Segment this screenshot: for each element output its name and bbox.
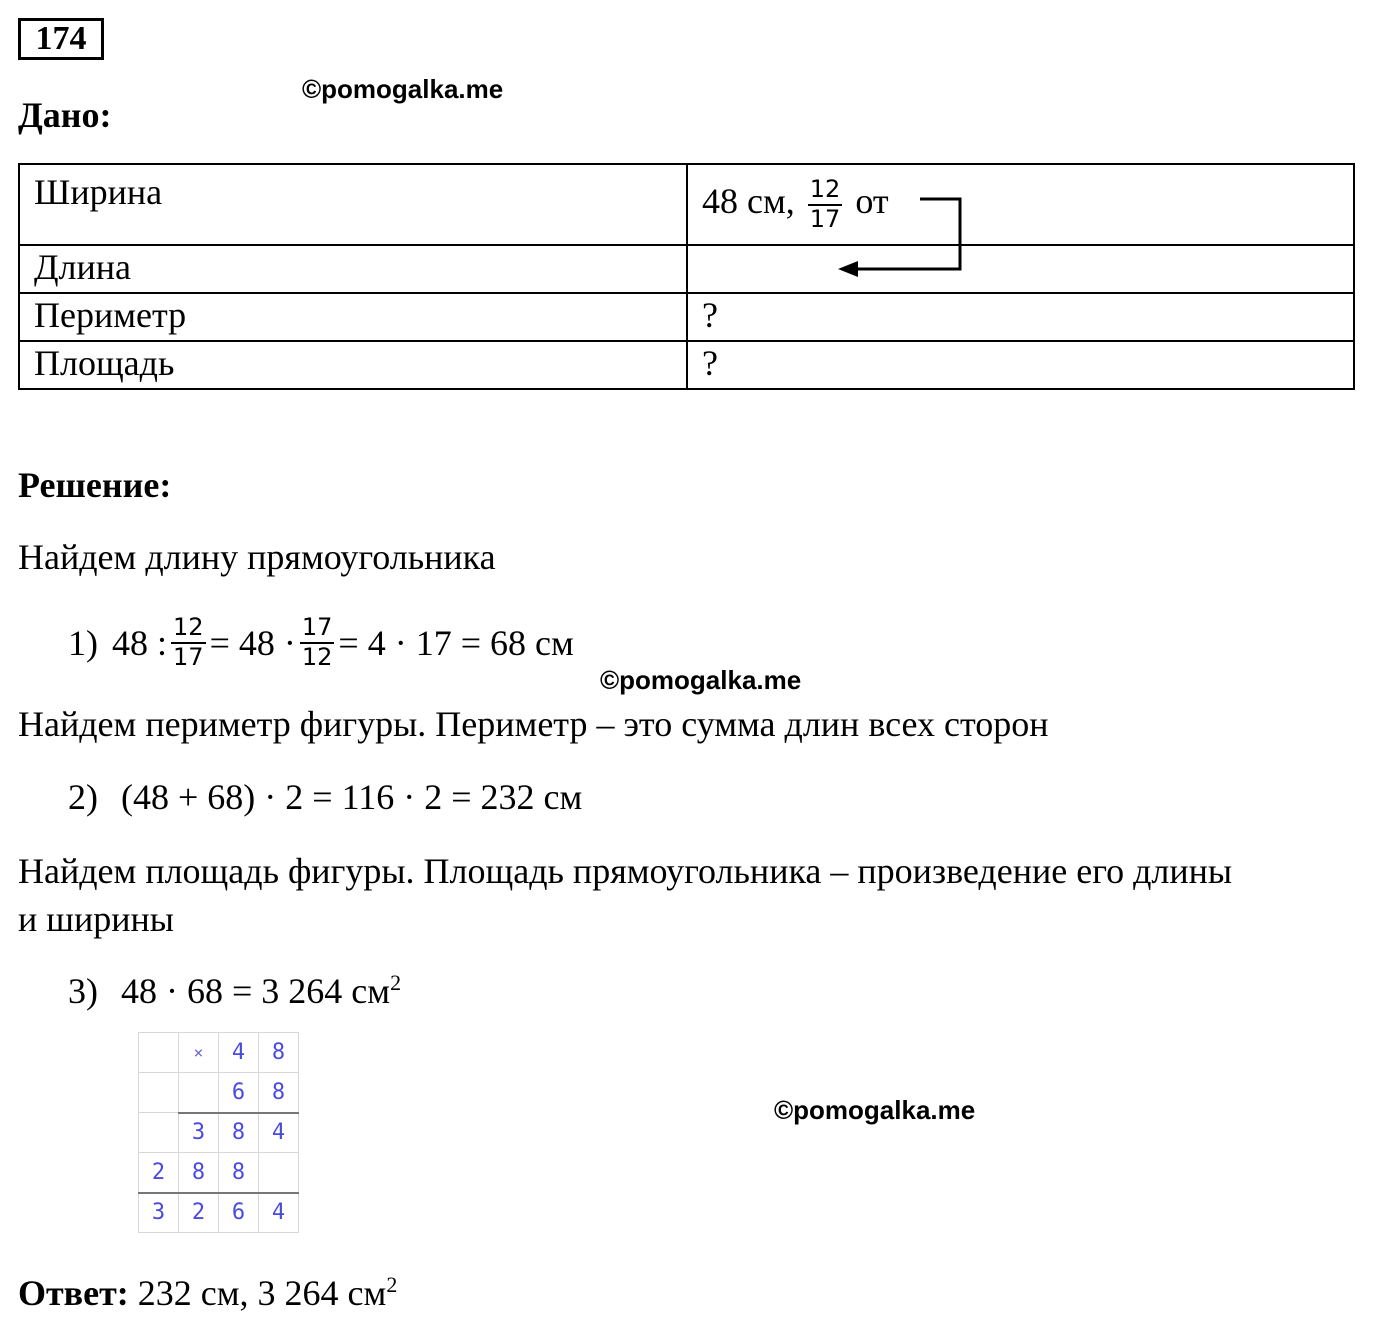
row-label-area: Площадь xyxy=(19,341,687,389)
intro-area-line-1: Найдем площадь фигуры. Площадь прямоугольника – произведение его длины xyxy=(18,851,1233,891)
row-value-perimeter: ? xyxy=(687,293,1354,341)
grid-cell xyxy=(259,1153,299,1193)
row-label-width: Ширина xyxy=(19,164,687,245)
table-row xyxy=(19,293,1354,341)
table-row xyxy=(19,164,1354,245)
grid-cell: 8 xyxy=(179,1153,219,1193)
step-2 xyxy=(68,776,582,818)
grid-cell: 8 xyxy=(259,1073,299,1113)
intro-perimeter: Найдем периметр фигуры. Периметр – это сумма длин всех сторон xyxy=(18,704,1049,744)
watermark-1: ©pomogalka.me xyxy=(302,74,504,104)
relation-arrow xyxy=(830,190,970,285)
row-value-area: ? xyxy=(687,341,1354,389)
step-3-expression: 48 · 68 = 3 264 см xyxy=(121,971,391,1011)
step-1-part-a: 48 : xyxy=(112,623,168,663)
table-row xyxy=(139,1113,299,1153)
answer-text: 232 см, 3 264 см xyxy=(137,1273,387,1313)
answer-label: Ответ: xyxy=(18,1273,129,1313)
grid-cell xyxy=(139,1033,179,1073)
width-value-prefix: 48 см, xyxy=(702,180,795,221)
grid-cell: 6 xyxy=(219,1193,259,1233)
table-row xyxy=(139,1193,299,1233)
solution-heading: Решение: xyxy=(18,465,172,505)
table-row xyxy=(139,1153,299,1193)
grid-cell xyxy=(139,1073,179,1113)
multiply-sign: × xyxy=(179,1033,219,1073)
table-row xyxy=(19,245,1354,293)
intro-length: Найдем длину прямоугольника xyxy=(18,537,496,577)
step-1-part-c: = 4 · 17 = 68 см xyxy=(338,623,574,663)
table-row xyxy=(139,1073,299,1113)
grid-cell: 2 xyxy=(139,1153,179,1193)
fraction-denominator: 12 xyxy=(301,643,333,671)
step-3-exponent: 2 xyxy=(390,970,402,995)
row-value-length xyxy=(687,245,1354,293)
grid-cell xyxy=(139,1113,179,1153)
table-row xyxy=(139,1033,299,1073)
grid-cell: 8 xyxy=(259,1033,299,1073)
row-value-width xyxy=(687,164,1354,245)
grid-cell: 3 xyxy=(179,1113,219,1153)
grid-cell: 4 xyxy=(259,1113,299,1153)
row-label-perimeter: Периметр xyxy=(19,293,687,341)
grid-cell: 6 xyxy=(219,1073,259,1113)
step-1-number: 1) xyxy=(68,623,98,663)
grid-cell: 4 xyxy=(259,1193,299,1233)
step-2-expression: (48 + 68) · 2 = 116 · 2 = 232 см xyxy=(121,777,583,817)
fraction-numerator: 17 xyxy=(300,614,335,644)
multiplication-grid xyxy=(138,1032,299,1233)
given-table xyxy=(18,163,1355,390)
step-1-fraction-2 xyxy=(300,614,335,671)
step-2-number: 2) xyxy=(68,777,98,817)
row-label-length: Длина xyxy=(19,245,687,293)
fraction-denominator: 17 xyxy=(173,643,204,671)
grid-cell: 4 xyxy=(219,1033,259,1073)
table-row xyxy=(19,341,1354,389)
fraction-numerator: 12 xyxy=(808,176,843,206)
task-number: 174 xyxy=(18,18,104,60)
watermark-2: ©pomogalka.me xyxy=(600,665,802,695)
step-3 xyxy=(68,970,401,1012)
fraction-denominator: 17 xyxy=(809,204,841,233)
width-value-suffix: от xyxy=(855,180,889,221)
step-1-fraction-1 xyxy=(171,614,206,671)
step-1 xyxy=(68,606,574,680)
grid-cell: 3 xyxy=(139,1193,179,1233)
watermark-3: ©pomogalka.me xyxy=(774,1095,976,1125)
given-heading: Дано: xyxy=(18,95,112,135)
grid-cell: 8 xyxy=(219,1113,259,1153)
grid-cell: 2 xyxy=(179,1193,219,1233)
intro-area-line-2: и ширины xyxy=(18,899,174,939)
fraction-numerator: 12 xyxy=(171,614,206,644)
grid-cell: 8 xyxy=(219,1153,259,1193)
step-3-number: 3) xyxy=(68,971,98,1011)
answer xyxy=(18,1272,397,1314)
grid-cell xyxy=(179,1073,219,1113)
answer-exponent: 2 xyxy=(386,1272,398,1297)
step-1-part-b: = 48 · xyxy=(209,623,296,663)
